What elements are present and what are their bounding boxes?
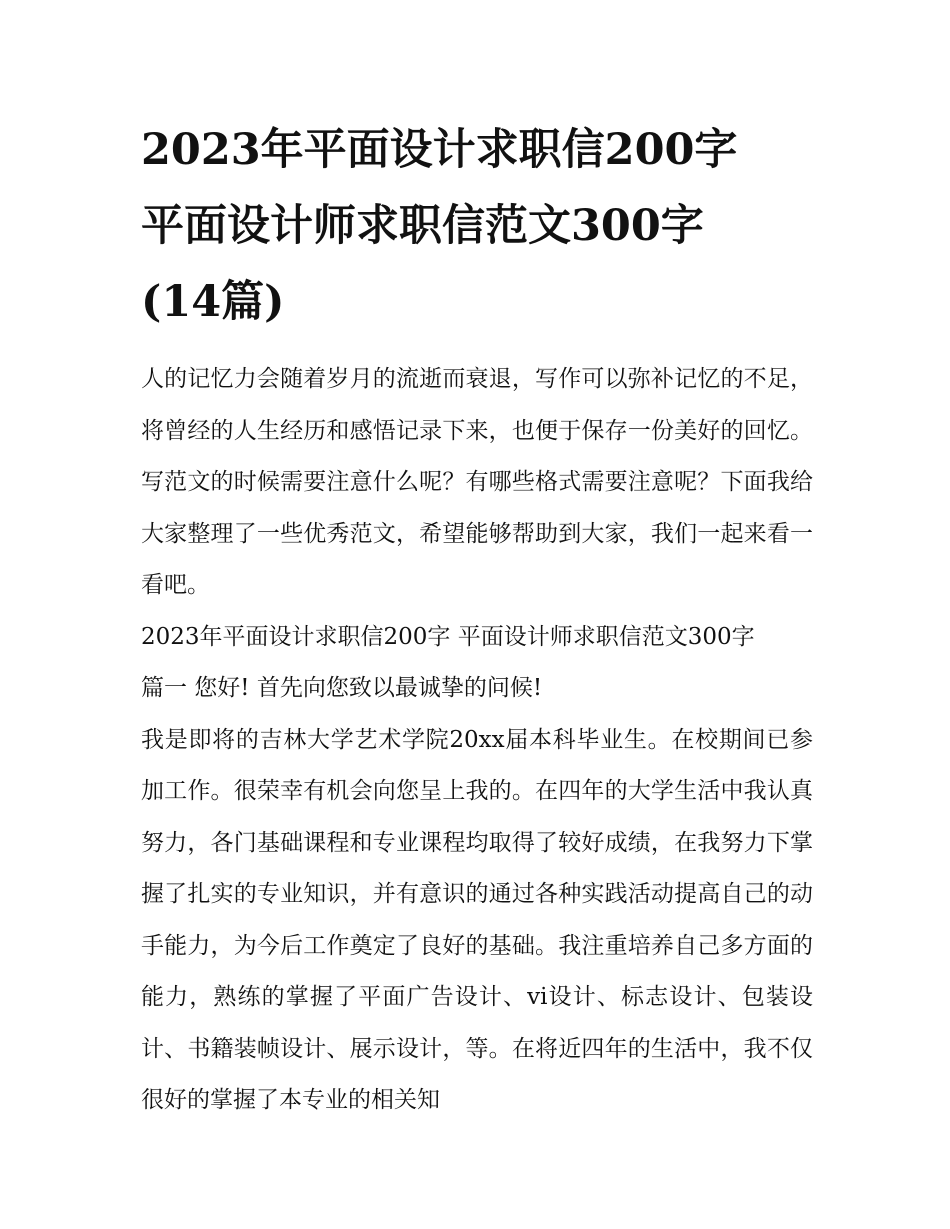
title-line-2: 平面设计师求职信范文300字 xyxy=(141,201,704,251)
section-heading-line: 2023年平面设计求职信200字 平面设计师求职信范文300字 xyxy=(141,623,755,650)
document-body xyxy=(141,112,813,1127)
title-line-1: 2023年平面设计求职信200字 xyxy=(141,125,738,175)
greeting-line: 篇一 您好! 首先向您致以最诚挚的问候! xyxy=(141,675,543,701)
intro-paragraph: 人的记忆力会随着岁月的流逝而衰退，写作可以弥补记忆的不足，将曾经的人生经历和感悟记录下来，也便于保存一份美好的回忆。写范文的时候需要注意什么呢？有哪些格式需要注意呢？下面我给大家整理了一些优秀范文，希望能够帮助到大家，我们一起来看一看吧。 xyxy=(141,366,813,598)
title-line-3: (14篇) xyxy=(141,277,285,327)
document-title xyxy=(141,112,813,340)
body-paragraph: 我是即将的吉林大学艺术学院20xx届本科毕业生。在校期间已参加工作。很荣幸有机会向您呈上我的。在四年的大学生活中我认真努力，各门基础课程和专业课程均取得了较好成绩，在我努力下掌握了扎实的专业知识，并有意识的通过各种实践活动提高自己的动手能力，为今后工作奠定了良好的基础。我注重培养自己多方面的能力，熟练的掌握了平面广告设计、vi设计、标志设计、包装设计、书籍装帧设计、展示设计，等。在将近四年的生活中，我不仅很好的掌握了本专业的相关知 xyxy=(141,726,813,1113)
